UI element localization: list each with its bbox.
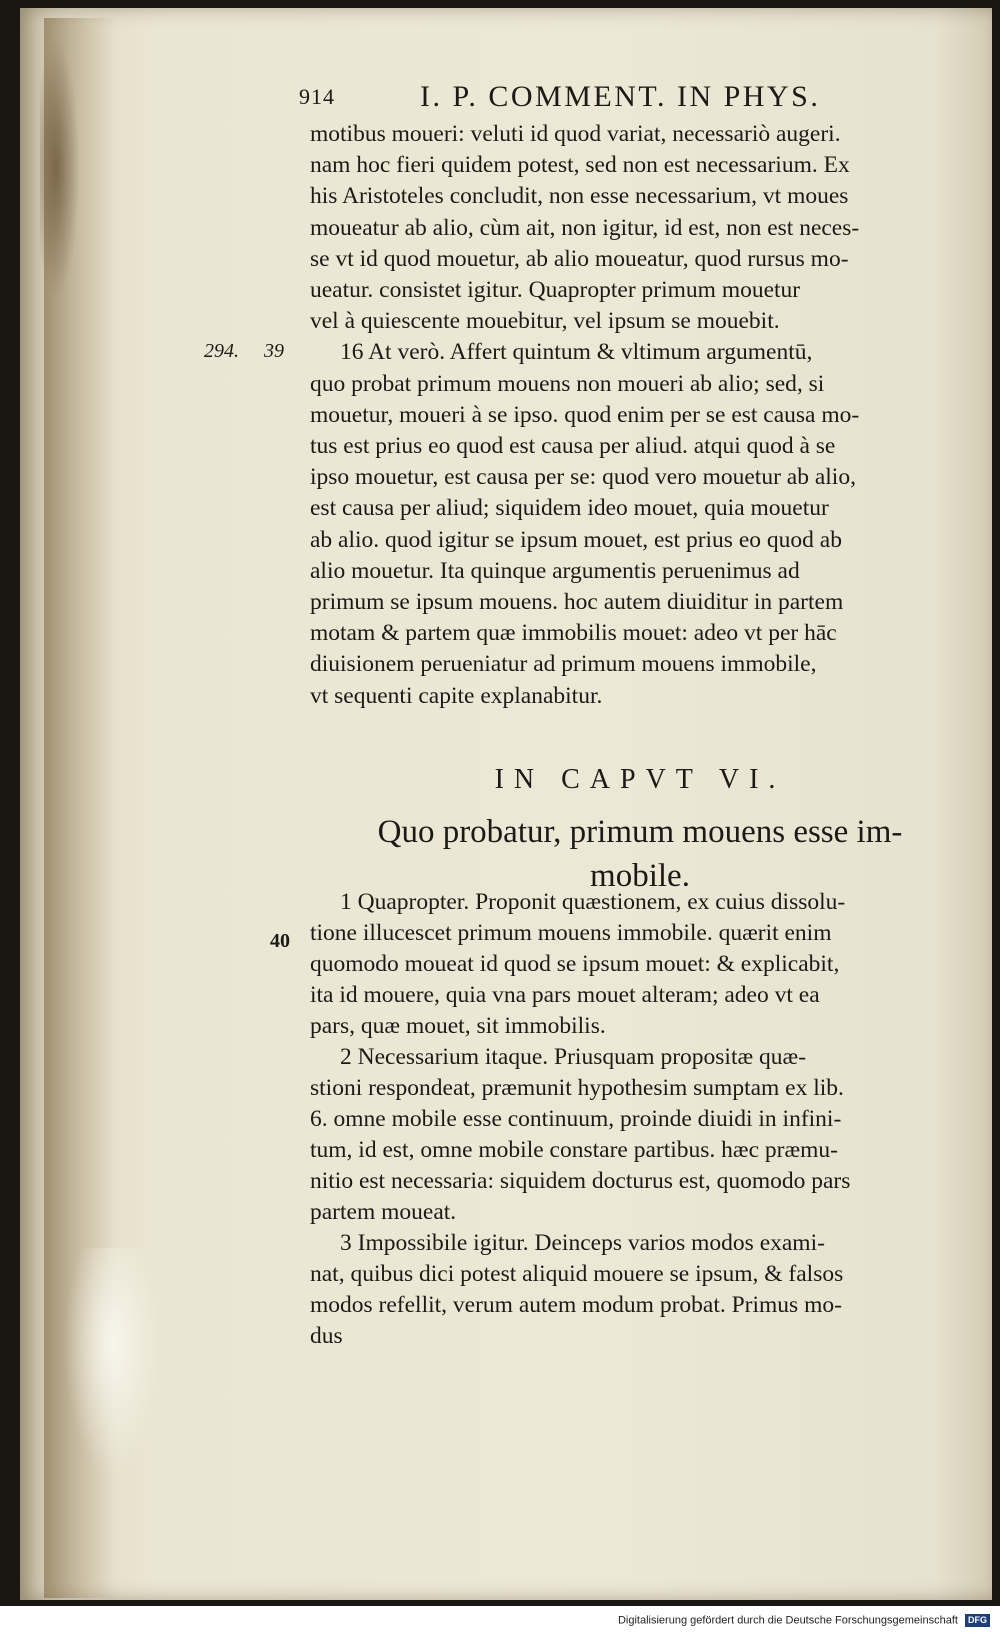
text-line: nitio est necessaria: siquidem docturus est, quomodo pars (310, 1168, 851, 1194)
text-line: mouetur, moueri à se ipso. quod enim per se est causa mo- (310, 401, 860, 428)
text-line: 1 Quapropter. Proponit quæstionem, ex cuius dissolu- (340, 889, 846, 915)
text-line: ipso mouetur, est causa per se: quod vero mouetur ab alio, (310, 464, 856, 491)
text-line: tum, id est, omne mobile constare partibus. hæc præmu- (310, 1137, 839, 1163)
text-line: vt sequenti capite explanabitur. (310, 682, 603, 709)
text-line: vel à quiescente mouebitur, vel ipsum se mouebit. (310, 308, 780, 335)
text-line: dus (310, 1323, 343, 1349)
text-line: 6. omne mobile esse continuum, proinde diuidi in infini- (310, 1106, 842, 1132)
margin-reference: 294. (204, 340, 239, 362)
text-line: tione illucescet primum mouens immobile. quærit enim (310, 920, 832, 946)
text-line: 2 Necessarium itaque. Priusquam propositæ quæ- (340, 1044, 807, 1070)
page-number: 914 (299, 84, 335, 109)
margin-line-number: 40 (270, 930, 290, 952)
text-line: stioni respondeat, præmunit hypothesim sumptam ex lib. (310, 1075, 844, 1101)
text-line: ueatur. consistet igitur. Quapropter primum mouetur (310, 277, 801, 303)
text-line: motam & partem quæ immobilis mouet: adeo vt per hāc (310, 620, 837, 647)
text-line: partem moueat. (310, 1199, 457, 1225)
digitization-footer (580, 1614, 990, 1632)
margin-line-number: 39 (264, 340, 284, 362)
text-line: alio mouetur. Ita quinque argumentis peruenimus ad (310, 557, 800, 584)
text-line: se vt id quod mouetur, ab alio moueatur, quod rursus mo- (310, 245, 849, 272)
dfg-logo: DFG (965, 1614, 990, 1627)
chapter-title-line-2: mobile. (590, 858, 690, 894)
footer-text: Digitalisierung gefördert durch die Deutsche Forschungsgemeinschaft (617, 1614, 958, 1627)
text-line: quomodo moueat id quod se ipsum mouet: & explicabit, (310, 951, 840, 977)
running-title: I. P. COMMENT. IN PHYS. (420, 80, 821, 113)
chapter-title-line-1: Quo probatur, primum mouens esse im- (377, 814, 903, 850)
text-line: pars, quæ mouet, sit immobilis. (310, 1013, 606, 1039)
text-line: his Aristoteles concludit, non esse necessarium, vt moues (310, 183, 849, 210)
text-line: est causa per aliud; siquidem ideo mouet, quia mouetur (310, 495, 829, 522)
text-line: nam hoc fieri quidem potest, sed non est necessarium. Ex (310, 152, 850, 179)
text-line: 3 Impossibile igitur. Deinceps varios modos exami- (340, 1230, 825, 1256)
text-line: quo probat primum mouens non moueri ab alio; sed, si (310, 370, 825, 397)
chapter-heading: IN CAPVT VI. (494, 764, 786, 795)
text-line: 16 At verò. Affert quintum & vltimum argumentū, (340, 339, 813, 366)
text-line: ita id mouere, quia vna pars mouet alteram; adeo vt ea (310, 982, 820, 1008)
text-line: tus est prius eo quod est causa per aliud. atqui quod à se (310, 433, 836, 459)
text-line: diuisionem perueniatur ad primum mouens immobile, (310, 651, 817, 678)
text-line: motibus moueri: veluti id quod variat, necessariò augeri. (310, 121, 841, 147)
text-line: nat, quibus dici potest aliquid mouere se ipsum, & falsos (310, 1261, 844, 1287)
text-line: ab alio. quod igitur se ipsum mouet, est prius eo quod ab (310, 526, 842, 553)
text-line: modos refellit, verum autem modum probat. Primus mo- (310, 1292, 842, 1318)
text-line: primum se ipsum mouens. hoc autem diuiditur in partem (310, 589, 844, 615)
text-line: moueatur ab alio, cùm ait, non igitur, id est, non est neces- (310, 214, 860, 241)
running-header (295, 80, 975, 120)
